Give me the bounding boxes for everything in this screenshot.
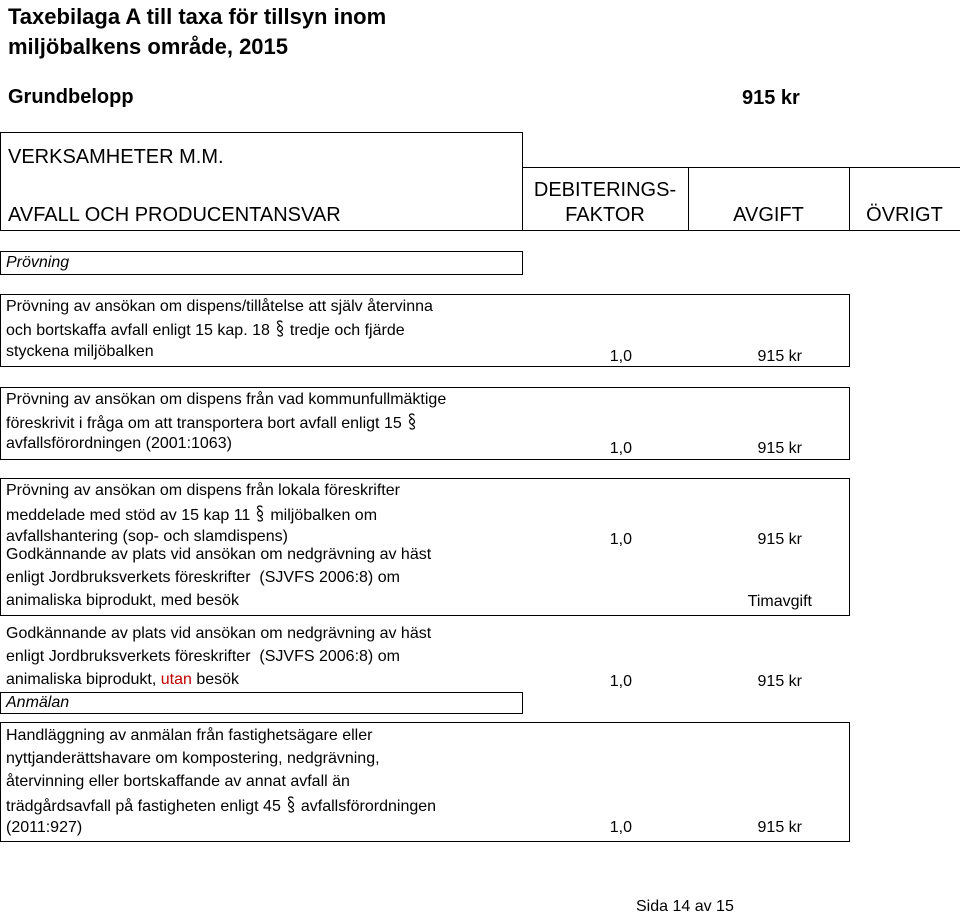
row-5-line-2: enligt Jordbruksverkets föreskrifter (SJVFS 2006:8) om [6, 648, 400, 665]
avgift-header: AVGIFT [733, 204, 804, 226]
row-2-factor: 1,0 [609, 440, 632, 457]
row-6-line-3: återvinning eller bortskaffande av annat avfall än [6, 773, 350, 790]
row-3-fee: 915 kr [757, 531, 802, 548]
verksamheter-header: VERKSAMHETER M.M. [8, 146, 224, 168]
paragraph-sign-icon [287, 796, 295, 813]
row-4-fee: Timavgift [747, 593, 812, 610]
grid-line [522, 167, 960, 168]
section-anmalan-label: Anmälan [6, 694, 70, 711]
row-3-line-2: meddelade med stöd av 15 kap 11 miljöbalken om [6, 507, 378, 524]
row-5-line-1: Godkännande av plats vid ansökan om nedgrävning av häst [6, 625, 432, 642]
row-6-line-4: trädgårdsavfall på fastigheten enligt 45 avfallsförordningen [6, 798, 437, 815]
row-2-line-3: avfallsförordningen (2001:1063) [6, 435, 232, 452]
row-3-factor: 1,0 [609, 531, 632, 548]
row-5-fee: 915 kr [757, 673, 802, 690]
factor-header-line-1: DEBITERINGS- [533, 179, 677, 201]
page-title-line-1: Taxebilaga A till taxa för tillsyn inom [8, 4, 387, 29]
row-5-factor: 1,0 [609, 673, 632, 690]
row-4-line-2: enligt Jordbruksverkets föreskrifter (SJVFS 2006:8) om [6, 569, 400, 586]
row-3-line-3: avfallshantering (sop- och slamdispens) [6, 528, 288, 545]
page-title-line-2: miljöbalkens område, 2015 [8, 34, 289, 59]
grid-line [0, 132, 523, 133]
row-5-line-3: animaliska biprodukt, utan besök [6, 671, 240, 688]
grundbelopp-value: 915 kr [742, 87, 800, 109]
row-1-line-1: Prövning av ansökan om dispens/tillåtelse att själv återvinna [6, 298, 433, 315]
grundbelopp-label: Grundbelopp [8, 86, 134, 108]
page-number: Sida 14 av 15 [636, 898, 734, 915]
section-provning [0, 251, 523, 275]
row-2-line-1: Prövning av ansökan om dispens från vad kommunfullmäktige [6, 391, 447, 408]
row-1-line-2: och bortskaffa avfall enligt 15 kap. 18 tredje och fjärde [6, 322, 405, 339]
row-6-line-2: nyttjanderättshavare om kompostering, nedgrävning, [6, 750, 380, 767]
factor-header-line-2: FAKTOR [565, 204, 645, 226]
section-anmalan [0, 692, 523, 714]
row-3-line-1: Prövning av ansökan om dispens från lokala föreskrifter [6, 482, 400, 499]
row-1-fee: 915 kr [757, 348, 802, 365]
paragraph-sign-icon [256, 505, 264, 522]
row-6-line-5: (2011:927) [6, 819, 83, 836]
grid-line [0, 230, 960, 231]
row-4-line-3: animaliska biprodukt, med besök [6, 592, 240, 609]
row-1-line-3: styckena miljöbalken [6, 343, 154, 360]
section-provning-label: Prövning [6, 254, 70, 271]
row-2-line-2: föreskrivit i fråga om att transportera bort avfall enligt 15 [6, 411, 422, 436]
row-6-line-1: Handläggning av anmälan från fastighetsägare eller [6, 727, 373, 744]
ovrigt-header: ÖVRIGT [866, 204, 943, 226]
utan-highlight: utan [160, 671, 192, 688]
row-4-line-1: Godkännande av plats vid ansökan om nedgrävning av häst [6, 546, 432, 563]
row-1-factor: 1,0 [609, 348, 632, 365]
row-2-fee: 915 kr [757, 440, 802, 457]
row-6-fee: 915 kr [757, 819, 802, 836]
row-6-factor: 1,0 [609, 819, 632, 836]
category-header: AVFALL OCH PRODUCENTANSVAR [8, 204, 341, 226]
grid-line [0, 132, 1, 231]
paragraph-sign-icon [276, 320, 284, 337]
paragraph-sign-icon [408, 413, 416, 430]
